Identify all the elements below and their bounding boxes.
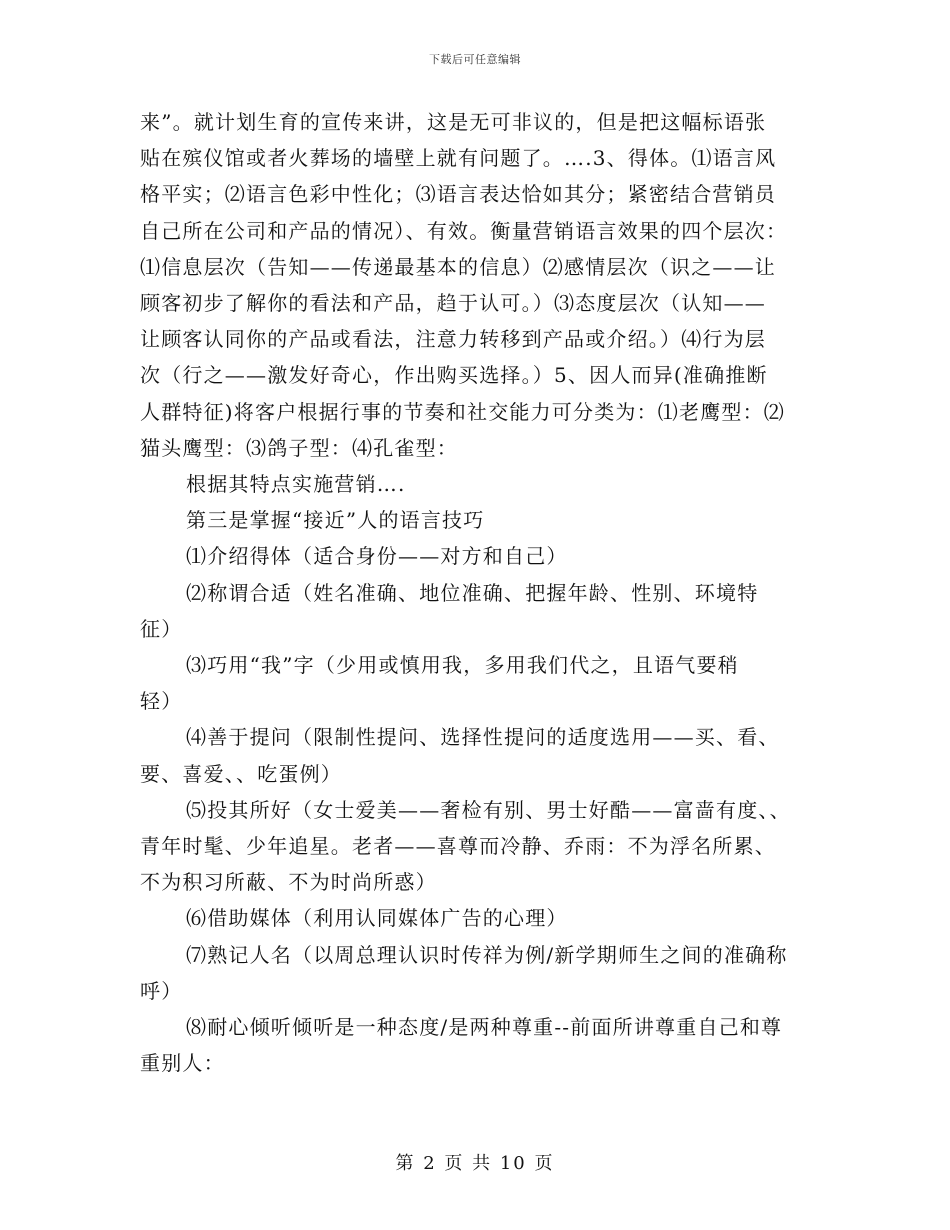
list-item <box>140 647 812 719</box>
text-line: 不为积习所蔽、不为时尚所惑） <box>140 870 437 895</box>
text-line: ⑻耐心倾听倾听是一种态度/是两种尊重--前面所讲尊重自己和尊 <box>186 1015 783 1040</box>
text-line: ⑴介绍得体（适合身份——对方和自己） <box>186 544 568 569</box>
list-item <box>140 1009 812 1081</box>
paragraph <box>140 104 812 466</box>
text-line: 重别人： <box>140 1051 225 1076</box>
text-line: 征） <box>140 616 183 641</box>
text-line: 呼） <box>140 978 183 1003</box>
text-line: 猫头鹰型：⑶鸽子型：⑷孔雀型： <box>140 435 458 460</box>
text-line: ⑹借助媒体（利用认同媒体广告的心理） <box>186 906 568 931</box>
paragraph <box>140 466 812 502</box>
text-line: 格平实；⑵语言色彩中性化；⑶语言表达恰如其分；紧密结合营销员 <box>140 182 776 207</box>
page-header: 下载后可任意编辑 <box>429 53 521 66</box>
text-line: 根据其特点实施营销…. <box>186 472 406 497</box>
text-line: ⑶巧用“我”字（少用或慎用我，多用我们代之，且语气要稍 <box>186 653 739 678</box>
text-line: ⑺熟记人名（以周总理认识时传祥为例/新学期师生之间的准确称 <box>186 942 788 967</box>
text-line: 来”。就计划生育的宣传来讲，这是无可非议的，但是把这幅标语张 <box>140 110 767 134</box>
text-line: ⑵称谓合适（姓名准确、地位准确、把握年龄、性别、环境特 <box>186 580 759 605</box>
text-line: 自己所在公司和产品的情况）、有效。衡量营销语言效果的四个层次： <box>140 218 788 243</box>
text-line: 青年时髦、少年追星。老者——喜尊而冷静、乔雨：不为浮名所累、 <box>140 834 776 859</box>
text-line: ⑷善于提问（限制性提问、选择性提问的适度选用——买、看、 <box>186 725 780 750</box>
list-item <box>140 792 812 901</box>
list-item <box>140 900 812 936</box>
list-item <box>140 575 812 647</box>
list-item <box>140 719 812 791</box>
list-item <box>140 538 812 574</box>
page-number-footer: 第 2 页 共 10 页 <box>395 1153 555 1174</box>
text-line: 次（行之——激发好奇心，作出购买选择。）5、因人而异(准确推断 <box>140 363 768 388</box>
text-line: 人群特征)将客户根据行事的节奏和社交能力可分类为：⑴老鹰型：⑵ <box>140 399 786 424</box>
text-line: ⑴信息层次（告知——传递最基本的信息）⑵感情层次（识之——让 <box>140 254 776 279</box>
text-line: 贴在殡仪馆或者火葬场的墙壁上就有问题了。….3、得体。⑴语言风 <box>140 146 777 171</box>
text-line: 要、喜爱、、吃蛋例） <box>140 761 342 786</box>
text-line: 顾客初步了解你的看法和产品，趋于认可。）⑶态度层次（认知—— <box>140 291 766 316</box>
document-body <box>140 104 812 1081</box>
list-item <box>140 937 812 1009</box>
text-line: 第三是掌握“接近”人的语言技巧 <box>186 508 485 533</box>
text-line: ⑸投其所好（女士爱美——奢检有别、男士好酷——富啬有度、、 <box>186 797 791 822</box>
text-line: 轻） <box>140 689 183 714</box>
section-heading <box>140 502 812 538</box>
text-line: 让顾客认同你的产品或看法，注意力转移到产品或介绍。）⑷行为层 <box>140 327 766 352</box>
